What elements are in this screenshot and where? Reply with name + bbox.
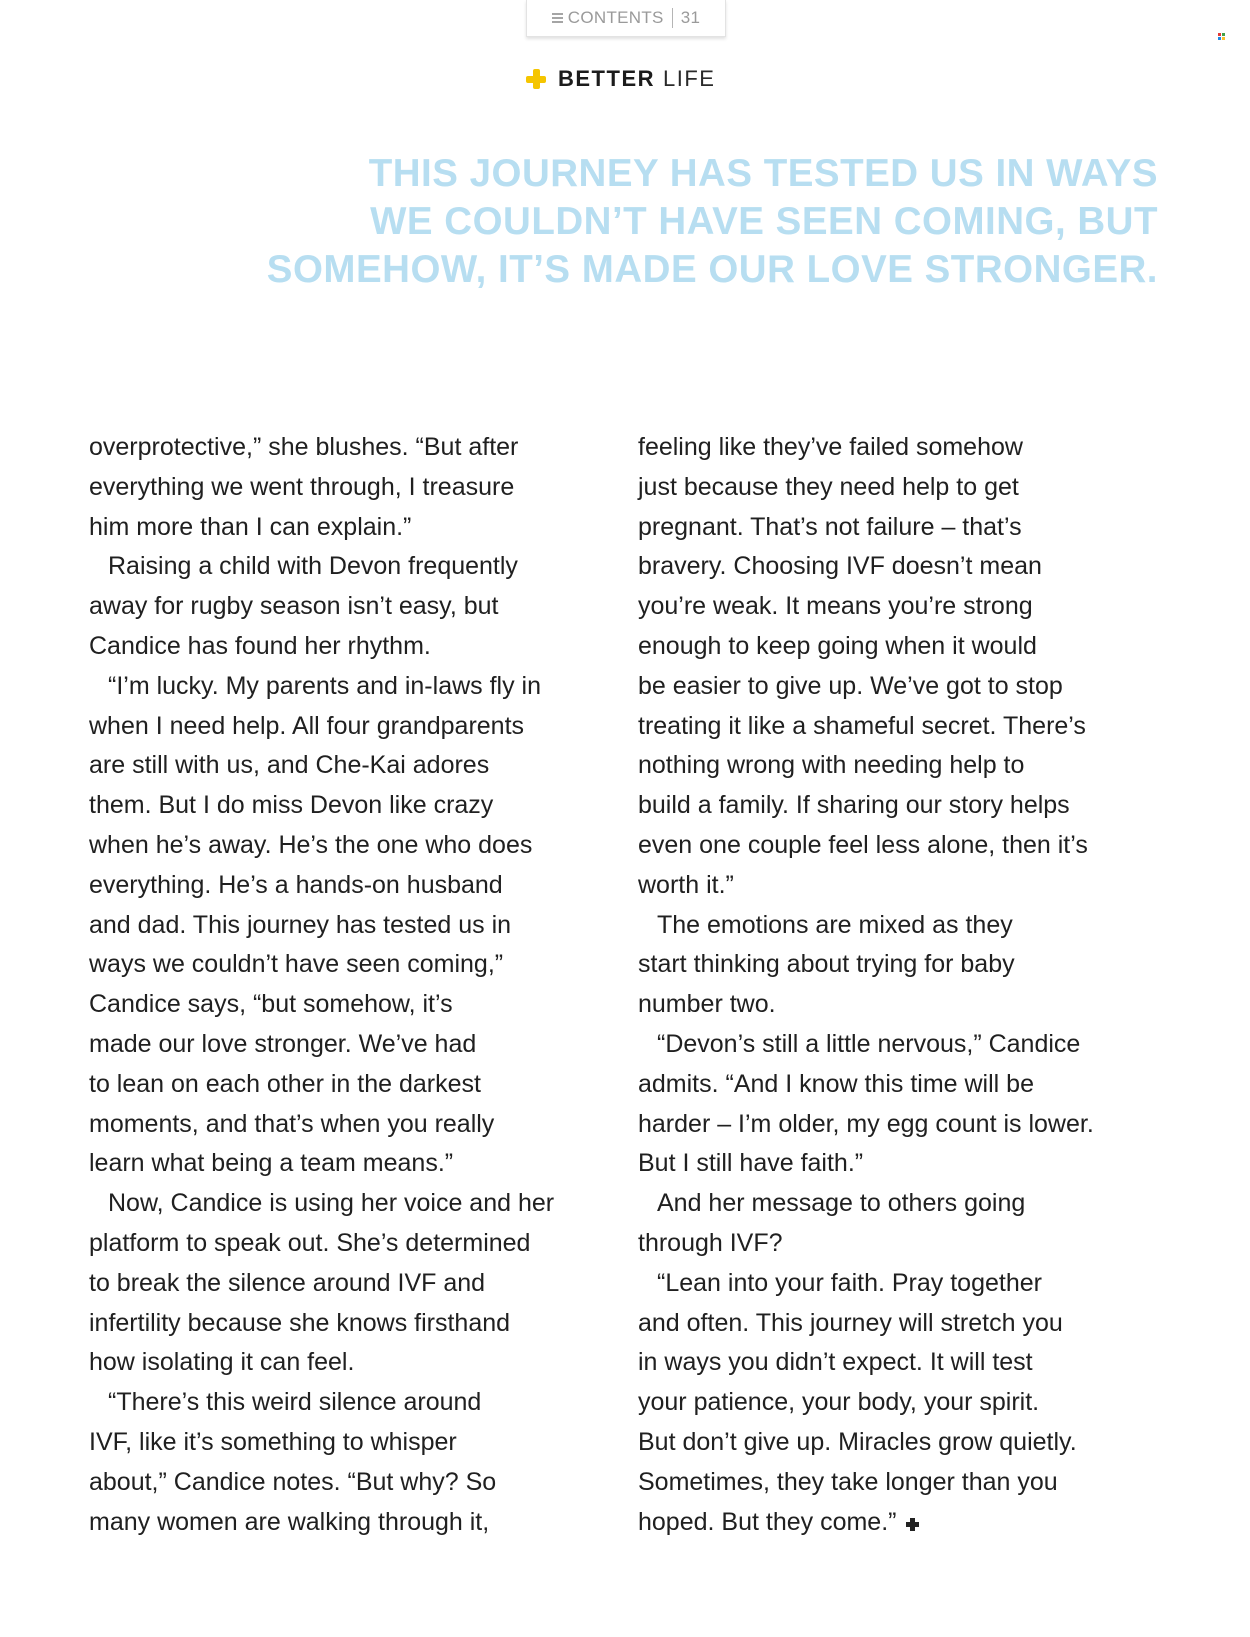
text-line: Sometimes, they take longer than you (638, 1467, 1058, 1496)
text-line: are still with us, and Che-Kai adores (89, 751, 490, 780)
end-mark-icon (906, 1518, 919, 1531)
text-line: made our love stronger. We’ve had (89, 1029, 477, 1058)
section-label-light: LIFE (663, 66, 716, 91)
text-line: pregnant. That’s not failure – that’s (638, 512, 1022, 541)
text-line: you’re weak. It means you’re strong (638, 592, 1033, 621)
text-line: and often. This journey will stretch you (638, 1308, 1063, 1337)
text-line: overprotective,” she blushes. “But after (89, 433, 519, 461)
article-column-left (89, 428, 609, 1542)
plus-icon (526, 69, 546, 89)
text-line: “There’s this weird silence around (108, 1388, 482, 1417)
text-line: “Lean into your faith. Pray together (657, 1268, 1042, 1297)
text-line: ways we couldn’t have seen coming,” (89, 950, 504, 979)
section-label (526, 64, 715, 94)
text-line: your patience, your body, your spirit. (638, 1388, 1040, 1417)
text-line: them. But I do miss Devon like crazy (89, 791, 494, 820)
text-line: “I’m lucky. My parents and in-laws fly in (108, 671, 541, 700)
text-line-last (638, 1503, 1150, 1543)
divider (672, 8, 673, 28)
text-line: admits. “And I know this time will be (638, 1069, 1034, 1098)
text-line: him more than I can explain.” (89, 512, 412, 541)
text-line: and dad. This journey has tested us in (89, 910, 512, 939)
text-line: worth it.” (638, 870, 734, 899)
text-line: “Devon’s still a little nervous,” Candice (657, 1029, 1081, 1058)
text-line: number two. (638, 990, 776, 1019)
text-line: IVF, like it’s something to whisper (89, 1427, 457, 1456)
text-line: infertility because she knows firsthand (89, 1308, 511, 1337)
pull-quote-line: WE COULDN’T HAVE SEEN COMING, BUT (370, 200, 1158, 243)
text-line: feeling like they’ve failed somehow (638, 433, 1023, 461)
text-line: about,” Candice notes. “But why? So (89, 1467, 497, 1496)
text-line: away for rugby season isn’t easy, but (89, 592, 499, 621)
text-line: through IVF? (638, 1228, 783, 1257)
pull-quote-line: SOMEHOW, IT’S MADE OUR LOVE STRONGER. (266, 248, 1158, 291)
text-line: even one couple feel less alone, then it’s (638, 830, 1088, 859)
text-line: moments, and that’s when you really (89, 1109, 495, 1138)
pull-quote-line: THIS JOURNEY HAS TESTED US IN WAYS (368, 152, 1158, 195)
text-line: in ways you didn’t expect. It will test (638, 1348, 1033, 1377)
text-line: how isolating it can feel. (89, 1348, 355, 1377)
text-line: everything we went through, I treasure (89, 472, 515, 501)
text-line: to break the silence around IVF and (89, 1268, 486, 1297)
page-number: 31 (680, 8, 701, 27)
section-label-strong: BETTER (558, 66, 655, 91)
text-line: when he’s away. He’s the one who does (89, 830, 533, 859)
text-line: The emotions are mixed as they (657, 910, 1013, 939)
text-line: just because they need help to get (638, 472, 1019, 501)
text-line: build a family. If sharing our story helps (638, 791, 1070, 820)
text-line: when I need help. All four grandparents (89, 711, 525, 740)
pull-quote (218, 150, 1158, 294)
text-line: Now, Candice is using her voice and her (108, 1189, 555, 1218)
text-line: Raising a child with Devon frequently (108, 552, 518, 581)
text-line: enough to keep going when it would (638, 631, 1037, 660)
text-line: harder – I’m older, my egg count is lower. (638, 1109, 1094, 1138)
article-column-right (638, 428, 1150, 1542)
text-line: start thinking about trying for baby (638, 950, 1015, 979)
text-line: to lean on each other in the darkest (89, 1069, 481, 1098)
contents-label: CONTENTS (567, 8, 664, 27)
menu-icon (552, 11, 563, 25)
text-line: But I still have faith.” (638, 1149, 864, 1178)
text-line: bravery. Choosing IVF doesn’t mean (638, 552, 1042, 581)
text-line: platform to speak out. She’s determined (89, 1228, 531, 1257)
text-line: nothing wrong with needing help to (638, 751, 1025, 780)
text-line: be easier to give up. We’ve got to stop (638, 671, 1063, 700)
text-line: learn what being a team means.” (89, 1149, 454, 1178)
text-line: many women are walking through it, (89, 1507, 490, 1536)
brand-logo-icon (1218, 33, 1225, 40)
text-line: Candice has found her rhythm. (89, 631, 431, 660)
text-line: But don’t give up. Miracles grow quietly. (638, 1427, 1077, 1456)
contents-button[interactable] (526, 0, 726, 37)
text-line: Candice says, “but somehow, it’s (89, 990, 453, 1019)
text-line-text: hoped. But they come.” (638, 1507, 897, 1536)
text-line: treating it like a shameful secret. There’s (638, 711, 1086, 740)
text-line: everything. He’s a hands-on husband (89, 870, 503, 899)
text-line: And her message to others going (657, 1189, 1026, 1218)
